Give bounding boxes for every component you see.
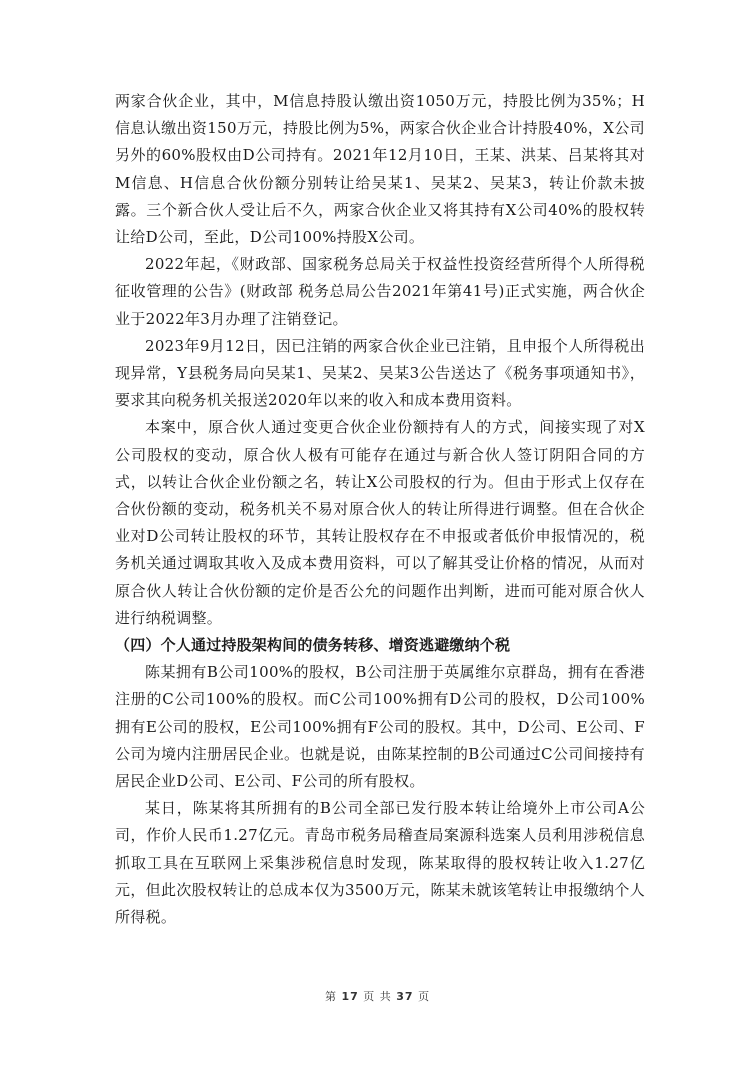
footer-prefix: 第: [324, 990, 337, 1003]
paragraph-2: 2022年起，《财政部、国家税务总局关于权益性投资经营所得个人所得税征收管理的公告》(财政部 税务总局公告2021年第41号)正式实施，两合伙企业于2022年3月办理了注销登记。: [115, 255, 645, 328]
paragraph-4: 本案中，原合伙人通过变更合伙企业份额持有人的方式，间接实现了对X公司股权的变动，原合伙人极有可能存在通过与新合伙人签订阴阳合同的方式，以转让合伙企业份额之名，转让X公司股权的行为。但由于形式上仅存在合伙份额的变动，税务机关不易对原合伙人的转让所得进行调整。但在合伙企业对D公司转让股权的环节，其转让股权存在不申报或者低价申报情况的，税务机关通过调取其收入及成本费用资料，可以了解其受让价格的情况，从而对原合伙人转让合伙份额的定价是否公允的问题作出判断，进而可能对原合伙人进行纳税调整。: [115, 418, 645, 627]
footer-total-pages: 37: [396, 990, 414, 1003]
footer-middle: 页 共: [363, 990, 392, 1003]
document-body: [115, 88, 645, 931]
footer-current-page: 17: [341, 990, 359, 1003]
page-footer: [0, 988, 755, 1004]
paragraph-6: 某日，陈某将其所拥有的B公司全部已发行股本转让给境外上市公司A公司，作价人民币1.27亿元。青岛市税务局稽查局案源科选案人员利用涉税信息抓取工具在互联网上采集涉税信息时发现，陈某取得的股权转让收入1.27亿元，但此次股权转让的总成本仅为3500万元，陈某未就该笔转让申报缴纳个人所得税。: [115, 799, 645, 927]
section-heading: （四）个人通过持股架构间的债务转移、增资逃避缴纳个税: [115, 636, 511, 655]
paragraph-3: 2023年9月12日，因已注销的两家合伙企业已注销，且申报个人所得税出现异常，Y县税务局向吴某1、吴某2、吴某3公告送达了《税务事项通知书》，要求其向税务机关报送2020年以来的收入和成本费用资料。: [115, 336, 645, 410]
footer-suffix: 页: [418, 990, 431, 1003]
paragraph-1: 两家合伙企业，其中，M信息持股认缴出资1050万元，持股比例为35%；H信息认缴出资150万元，持股比例为5%，两家合伙企业合计持股40%，X公司另外的60%股权由D公司持有。2021年12月10日，王某、洪某、吕某将其对M信息、H信息合伙份额分别转让给吴某1、吴某2、吴某3，转让价款未披露。三个新合伙人受让后不久，两家合伙企业又将其持有X公司40%的股权转让给D公司，至此，D公司100%持股X公司。: [115, 92, 645, 247]
paragraph-5: 陈某拥有B公司100%的股权，B公司注册于英属维尔京群岛，拥有在香港注册的C公司100%的股权。而C公司100%拥有D公司的股权，D公司100%拥有E公司的股权，E公司100%拥有F公司的股权。其中，D公司、E公司、F公司为境内注册居民企业。也就是说，由陈某控制的B公司通过C公司间接持有居民企业D公司、E公司、F公司的所有股权。: [115, 663, 645, 791]
